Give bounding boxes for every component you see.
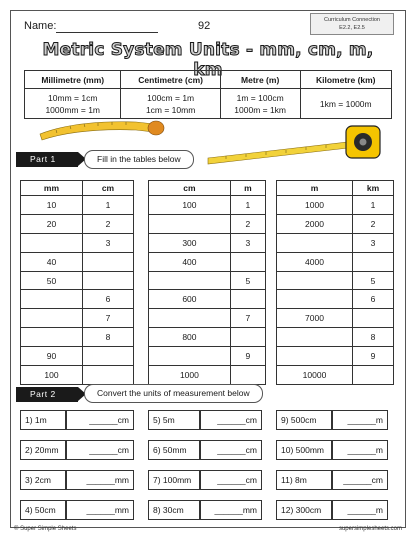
value-cell: 9 xyxy=(230,347,265,366)
value-cell: 1 xyxy=(82,196,133,215)
table-row xyxy=(277,347,394,366)
name-label: Name: xyxy=(24,20,57,32)
curriculum-box xyxy=(310,13,394,35)
tape-measure-image xyxy=(36,114,166,142)
table-row xyxy=(277,328,394,347)
answer-cell[interactable] xyxy=(21,309,83,328)
value-cell: 2 xyxy=(230,214,265,233)
answer-blank[interactable]: ______cm xyxy=(200,410,262,430)
table-row xyxy=(21,214,134,233)
value-cell: 7 xyxy=(230,309,265,328)
table-row xyxy=(21,309,134,328)
table-row xyxy=(149,309,266,328)
value-cell: 3 xyxy=(230,233,265,252)
part-1-instruction: Fill in the tables below xyxy=(84,150,194,169)
ref-header-km: Kilometre (km) xyxy=(300,71,391,89)
answer-cell[interactable] xyxy=(277,233,353,252)
part-2-instruction: Convert the units of measurement below xyxy=(84,384,263,403)
table-row xyxy=(21,366,134,385)
value-cell: 90 xyxy=(21,347,83,366)
answer-cell[interactable] xyxy=(230,290,265,309)
value-cell: 300 xyxy=(149,233,231,252)
table-row xyxy=(149,366,266,385)
table-header: cm xyxy=(82,181,133,196)
table-row xyxy=(277,214,394,233)
value-cell: 1000 xyxy=(277,196,353,215)
answer-blank[interactable]: ______cm xyxy=(200,440,262,460)
value-cell: 400 xyxy=(149,252,231,271)
answer-cell[interactable] xyxy=(352,366,393,385)
answer-cell[interactable] xyxy=(277,271,353,290)
answer-cell[interactable] xyxy=(149,214,231,233)
answer-cell[interactable] xyxy=(230,366,265,385)
answer-cell[interactable] xyxy=(149,347,231,366)
table-row xyxy=(21,271,134,290)
question-prompt: 10) 500mm xyxy=(276,440,332,460)
value-cell: 50 xyxy=(21,271,83,290)
ref-header-m: Metre (m) xyxy=(220,71,300,89)
value-cell: 3 xyxy=(82,233,133,252)
table-row xyxy=(149,347,266,366)
value-cell: 100 xyxy=(21,366,83,385)
answer-cell[interactable] xyxy=(149,309,231,328)
value-cell: 1 xyxy=(230,196,265,215)
table-row xyxy=(21,328,134,347)
question-prompt: 5) 5m xyxy=(148,410,200,430)
table-row xyxy=(149,196,266,215)
answer-blank[interactable]: ______m xyxy=(332,410,388,430)
answer-blank[interactable]: ______cm xyxy=(200,470,262,490)
value-cell: 4000 xyxy=(277,252,353,271)
value-cell: 5 xyxy=(230,271,265,290)
table-header: km xyxy=(352,181,393,196)
value-cell: 5 xyxy=(352,271,393,290)
value-cell: 6 xyxy=(352,290,393,309)
curriculum-title: Curriculum Connection xyxy=(324,17,380,23)
question-prompt: 11) 8m xyxy=(276,470,332,490)
table-row xyxy=(149,271,266,290)
value-cell: 10000 xyxy=(277,366,353,385)
footer-copyright: © Super Simple Sheets xyxy=(14,526,77,532)
answer-cell[interactable] xyxy=(82,366,133,385)
value-cell: 10 xyxy=(21,196,83,215)
table-row xyxy=(21,196,134,215)
answer-cell[interactable] xyxy=(230,252,265,271)
ref-cell: 1km = 1000m xyxy=(300,89,391,119)
table-row xyxy=(149,328,266,347)
table-row xyxy=(21,290,134,309)
answer-cell[interactable] xyxy=(82,252,133,271)
answer-blank[interactable]: ______mm xyxy=(200,500,262,520)
value-cell: 7 xyxy=(82,309,133,328)
value-cell: 800 xyxy=(149,328,231,347)
answer-cell[interactable] xyxy=(352,252,393,271)
reference-table xyxy=(24,70,392,119)
table-row xyxy=(277,271,394,290)
tape-measure-image xyxy=(206,122,386,166)
table-row xyxy=(21,347,134,366)
ref-header-mm: Millimetre (mm) xyxy=(25,71,121,89)
value-cell: 2000 xyxy=(277,214,353,233)
ref-cell: 100cm = 1m 1cm = 10mm xyxy=(121,89,220,119)
value-cell: 600 xyxy=(149,290,231,309)
question-prompt: 7) 100mm xyxy=(148,470,200,490)
conversion-table-cm-m xyxy=(148,180,266,385)
table-row xyxy=(277,290,394,309)
table-row xyxy=(149,252,266,271)
answer-cell[interactable] xyxy=(21,290,83,309)
value-cell: 2 xyxy=(352,214,393,233)
answer-blank[interactable]: ______mm xyxy=(66,470,134,490)
ref-header-cm: Centimetre (cm) xyxy=(121,71,220,89)
answer-blank[interactable]: ______cm xyxy=(66,440,134,460)
answer-blank[interactable]: ______m xyxy=(332,440,388,460)
value-cell: 6 xyxy=(82,290,133,309)
answer-cell[interactable] xyxy=(277,290,353,309)
conversion-table-mm-cm xyxy=(20,180,134,385)
answer-cell[interactable] xyxy=(277,328,353,347)
question-prompt: 1) 1m xyxy=(20,410,66,430)
value-cell: 1 xyxy=(352,196,393,215)
ref-cell: 1m = 100cm 1000m = 1km xyxy=(220,89,300,119)
value-cell: 9 xyxy=(352,347,393,366)
value-cell: 3 xyxy=(352,233,393,252)
name-field[interactable] xyxy=(56,32,158,33)
answer-blank[interactable]: ______cm xyxy=(332,470,388,490)
table-row xyxy=(277,252,394,271)
question-prompt: 12) 300cm xyxy=(276,500,332,520)
answer-cell[interactable] xyxy=(21,233,83,252)
answer-cell[interactable] xyxy=(230,328,265,347)
question-prompt: 4) 50cm xyxy=(20,500,66,520)
table-header: mm xyxy=(21,181,83,196)
curriculum-codes: E2.2, E2.5 xyxy=(339,25,365,31)
table-header: m xyxy=(277,181,353,196)
value-cell: 8 xyxy=(82,328,133,347)
answer-blank[interactable]: ______m xyxy=(332,500,388,520)
question-prompt: 3) 2cm xyxy=(20,470,66,490)
value-cell: 100 xyxy=(149,196,231,215)
table-row xyxy=(277,309,394,328)
part-2-badge: Part 2 xyxy=(16,387,78,402)
answer-cell[interactable] xyxy=(82,347,133,366)
answer-cell[interactable] xyxy=(82,271,133,290)
value-cell: 2 xyxy=(82,214,133,233)
table-row xyxy=(149,214,266,233)
ref-cell: 10mm = 1cm 1000mm = 1m xyxy=(25,89,121,119)
conversion-table-m-km xyxy=(276,180,394,385)
table-row xyxy=(277,233,394,252)
value-cell: 20 xyxy=(21,214,83,233)
table-header: cm xyxy=(149,181,231,196)
table-row xyxy=(21,252,134,271)
answer-blank[interactable]: ______mm xyxy=(66,500,134,520)
answer-cell[interactable] xyxy=(277,347,353,366)
value-cell: 40 xyxy=(21,252,83,271)
table-row xyxy=(277,196,394,215)
value-cell: 8 xyxy=(352,328,393,347)
part-1-badge: Part 1 xyxy=(16,152,78,167)
value-cell: 7000 xyxy=(277,309,353,328)
table-row xyxy=(277,366,394,385)
question-prompt: 6) 50mm xyxy=(148,440,200,460)
score: 92 xyxy=(198,20,211,32)
table-header: m xyxy=(230,181,265,196)
table-row xyxy=(149,290,266,309)
answer-cell[interactable] xyxy=(21,328,83,347)
footer-website: supersimplesheets.com xyxy=(338,526,402,532)
worksheet-title: Metric System Units - mm, cm, m, km xyxy=(42,40,374,80)
answer-cell[interactable] xyxy=(149,271,231,290)
question-prompt: 2) 20mm xyxy=(20,440,66,460)
answer-cell[interactable] xyxy=(352,309,393,328)
value-cell: 1000 xyxy=(149,366,231,385)
table-row xyxy=(149,233,266,252)
question-prompt: 9) 500cm xyxy=(276,410,332,430)
question-prompt: 8) 30cm xyxy=(148,500,200,520)
table-row xyxy=(21,233,134,252)
answer-blank[interactable]: ______cm xyxy=(66,410,134,430)
